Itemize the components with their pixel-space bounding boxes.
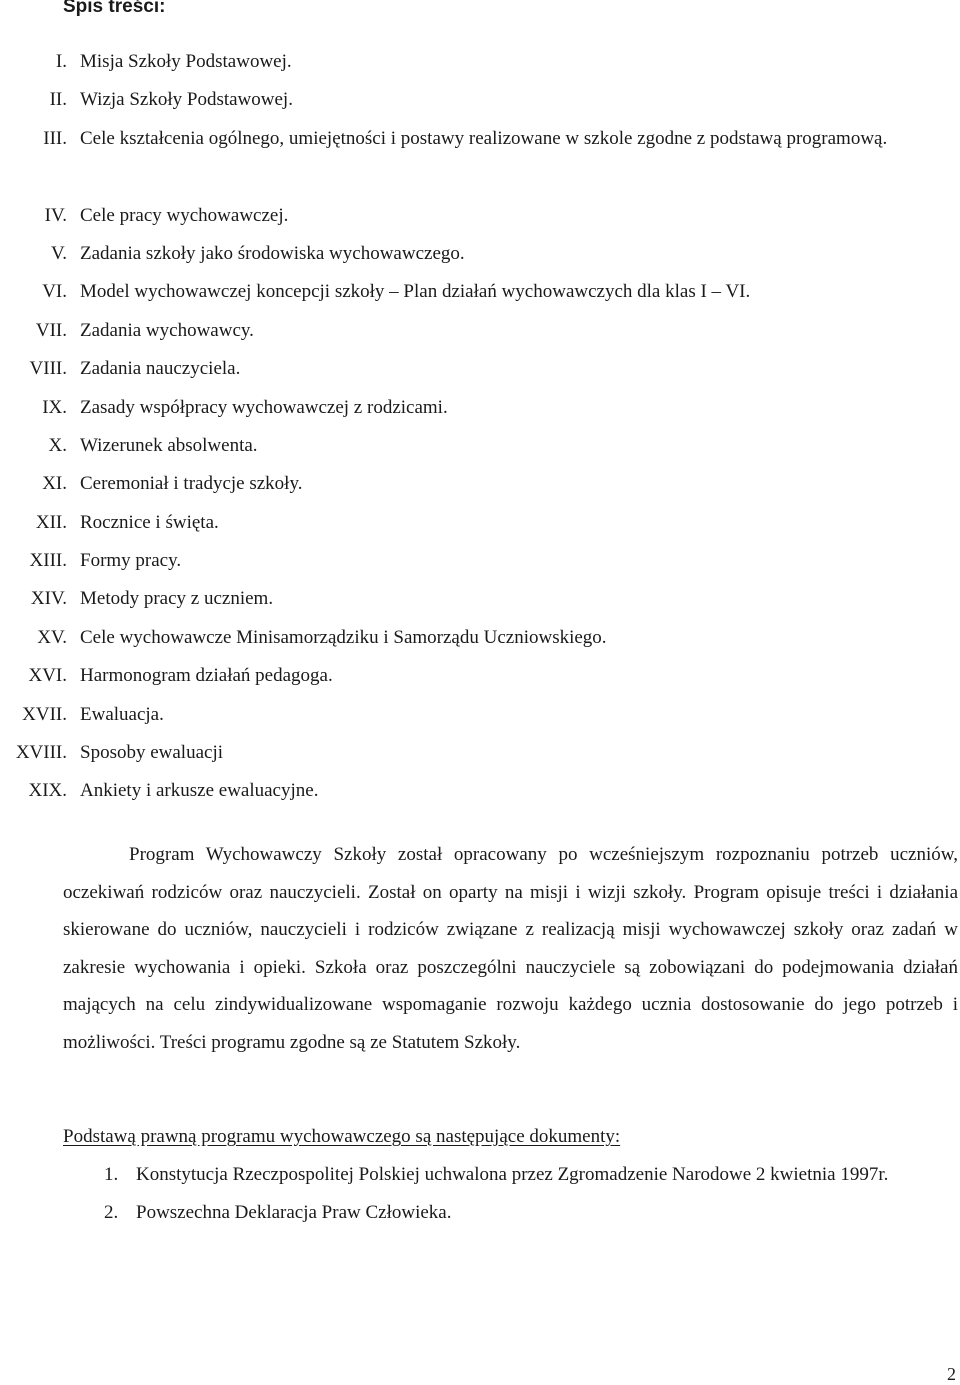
toc-item-number: XIX. [28,780,67,802]
legal-documents-list [0,1156,960,1231]
toc-item-title: Cele kształcenia ogólnego, umiejętności i postawy realizowane w szkole zgodne z podstawą programową. [80,127,888,149]
toc-item-title: Misja Szkoły Podstawowej. [80,51,292,72]
toc-item-title: Rocznice i święta. [80,511,219,533]
toc-item-title: Formy pracy. [80,550,182,572]
toc-item-number: VI. [42,281,67,303]
toc-item-number: IV. [44,204,67,226]
toc-item [0,197,960,235]
toc-item-title: Zasady współpracy wychowawczej z rodzicami. [80,396,448,418]
toc-item-title: Ceremoniał i tradycje szkoły. [80,473,303,495]
toc-item-number: XVI. [28,665,67,687]
toc-item-number: XV. [37,626,67,648]
toc-item-number: XIII. [29,550,67,572]
table-of-contents [0,43,960,811]
legal-basis-heading: Podstawą prawną programu wychowawczego są następujące dokumenty: [63,1126,621,1147]
toc-item [0,580,960,618]
toc-item-title: Sposoby ewaluacji [80,742,224,764]
toc-item-number: XII. [35,511,67,533]
toc-item-number: VII. [35,319,67,341]
toc-item-title: Model wychowawczej koncepcji szkoły – Plan działań wychowawczych dla klas I – VI. [80,281,751,303]
list-item-text: Powszechna Deklaracja Praw Człowieka. [136,1201,452,1223]
toc-item-title: Cele wychowawcze Minisamorządziku i Samorządu Uczniowskiego. [80,626,607,648]
toc-item [0,465,960,503]
toc-item-number: III. [43,127,67,149]
toc-item-number: I. [55,51,67,72]
toc-item-number: XI. [42,473,67,495]
toc-item-title: Wizja Szkoły Podstawowej. [80,89,293,111]
page-number: 2 [947,1364,956,1384]
list-item-number: 2. [104,1201,119,1223]
toc-item-number: IX. [42,396,67,418]
toc-item-title: Metody pracy z uczniem. [80,588,274,610]
toc-item-number: XVII. [22,703,67,725]
list-item [0,1156,960,1194]
toc-item [0,235,960,273]
toc-item [0,350,960,388]
list-item-number: 1. [104,1164,119,1185]
toc-item [0,312,960,350]
toc-item-title: Cele pracy wychowawczej. [80,204,289,226]
list-item [0,1194,960,1232]
toc-item-number: II. [49,89,67,111]
toc-item-title: Ewaluacja. [80,703,164,725]
toc-item-number: X. [48,434,67,456]
toc-item-number: VIII. [29,358,67,380]
toc-item [0,542,960,580]
toc-item [0,696,960,734]
toc-item [0,504,960,542]
toc-item-title: Ankiety i arkusze ewaluacyjne. [80,780,319,802]
toc-item [0,657,960,695]
toc-item-title: Zadania szkoły jako środowiska wychowawczego. [80,242,465,264]
toc-item-title: Zadania wychowawcy. [80,319,254,341]
toc-item [0,273,960,311]
toc-item [0,43,960,81]
toc-item [0,734,960,772]
intro-paragraph: Program Wychowawczy Szkoły został opracowany po wcześniejszym rozpoznaniu potrzeb uczniów, oczekiwań rodziców oraz nauczycieli. Został on oparty na misji i wizji szkoły. Program opisuje treści i działania skierowane do uczniów, nauczycieli i rodziców związane z realizacją misji wychowawczej szkoły oraz zadań w zakresie wychowania i opieki. Szkoła oraz poszczególni nauczyciele są zobowiązani do podejmowania działań mających na celu zindywidualizowane wspomaganie rozwoju każdego ucznia dostosowanie do jego potrzeb i możliwości. Treści programu zgodne są ze Statutem Szkoły. [63,844,958,1053]
toc-item [0,389,960,427]
toc-item [0,427,960,465]
toc-item [0,81,960,119]
toc-item [0,619,960,657]
toc-item-number: XVIII. [15,742,67,764]
toc-item-title: Zadania nauczyciela. [80,358,241,380]
toc-heading: Spis treści: [63,0,166,17]
toc-item-title: Wizerunek absolwenta. [80,434,258,456]
toc-item-title: Harmonogram działań pedagoga. [80,665,333,687]
toc-item [0,120,960,197]
toc-item-number: V. [50,242,67,264]
toc-item [0,772,960,810]
list-item-text: Konstytucja Rzeczpospolitej Polskiej uchwalona przez Zgromadzenie Narodowe 2 kwietnia 1997r. [136,1164,889,1185]
toc-item-number: XIV. [30,588,67,610]
